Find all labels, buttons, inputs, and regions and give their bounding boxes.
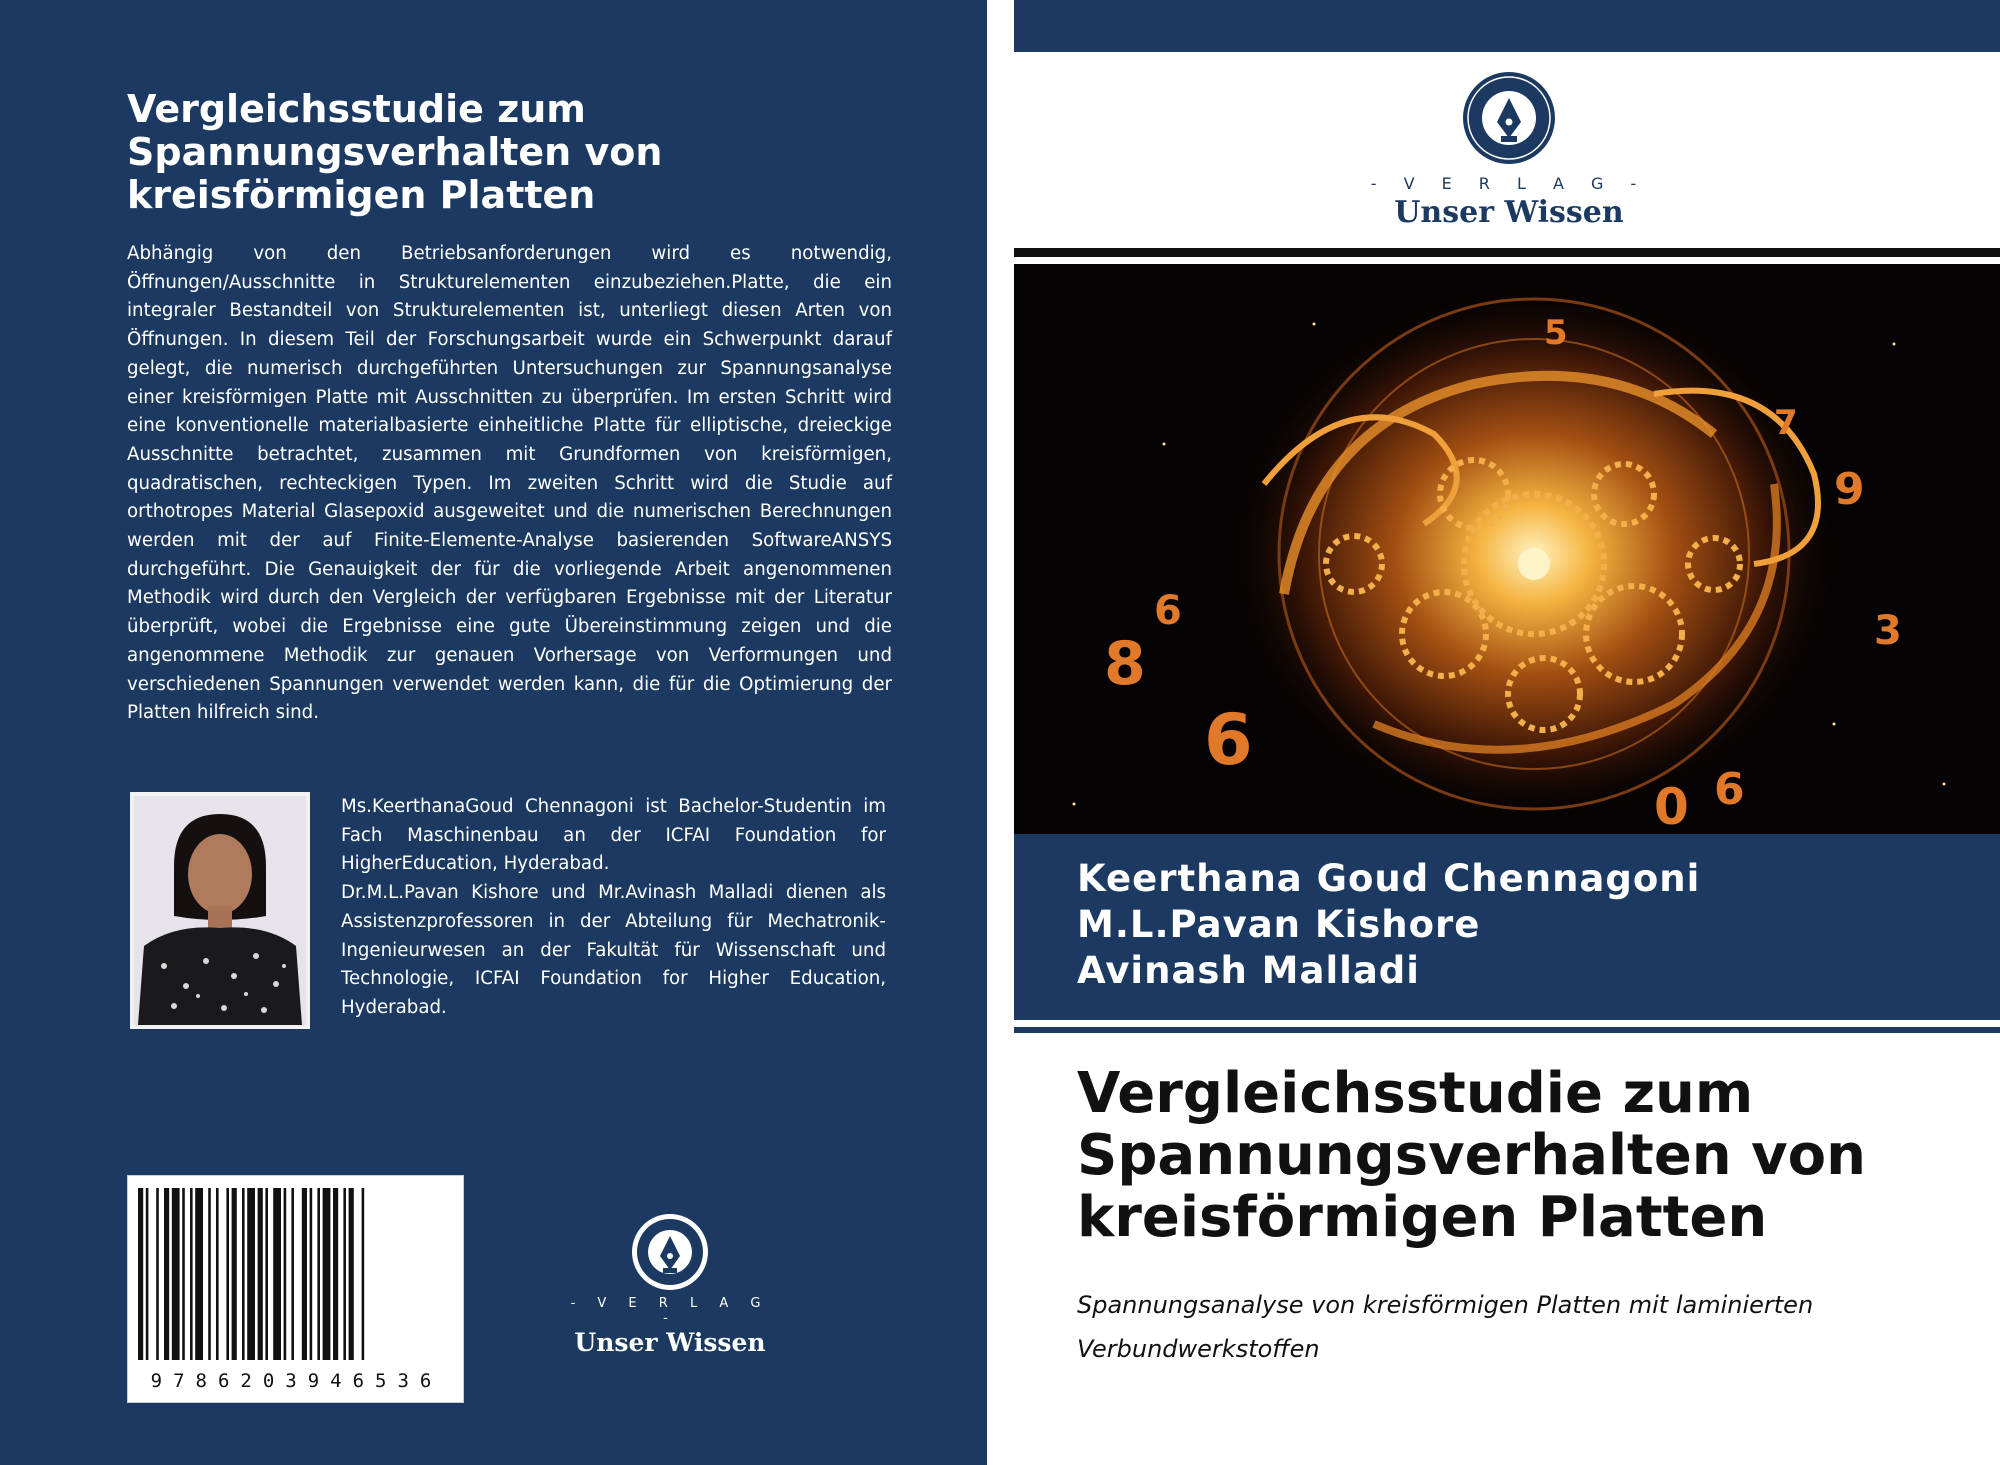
front-subtitle: Spannungsanalyse von kreisförmigen Platten mit laminierten Verbundwerkstoffen: [1077, 1291, 1814, 1363]
bio-paragraph-2: Dr.M.L.Pavan Kishore und Mr.Avinash Malladi dienen als Assistenzprofessoren in der Abteilung für Mechatronik-Ingenieurwesen an der Fakultät für Wissenschaft und Technologie, ICFAI Foundation for Higher Education, Hyderabad.: [341, 882, 886, 1018]
publisher-name: Unser Wissen: [574, 1328, 766, 1357]
barcode-digits: 9786203946536: [150, 1370, 443, 1392]
publisher-name: Unser Wissen: [1394, 195, 1624, 230]
publisher-logo-back: [560, 1212, 780, 1357]
svg-text:5: 5: [1544, 313, 1568, 353]
svg-text:3: 3: [1874, 608, 1902, 654]
author-photo: [130, 792, 310, 1029]
publisher-verlag-label: - V E R L A G -: [1370, 174, 1648, 193]
author-name-1: Keerthana Goud Chennagoni: [1077, 857, 1701, 900]
spine: [987, 0, 1014, 1465]
pen-nib-seal-icon: [630, 1212, 710, 1292]
barcode-bars: [138, 1188, 455, 1360]
top-band: [1014, 0, 2000, 52]
svg-text:6: 6: [1154, 588, 1182, 634]
barcode: [127, 1175, 464, 1403]
author-name-2: M.L.Pavan Kishore: [1077, 903, 1481, 946]
publisher-logo-front: [1369, 70, 1649, 230]
front-title: Vergleichsstudie zum Spannungsverhalten von kreisförmigen Platten: [1077, 1061, 1867, 1250]
gears-artwork: [1014, 264, 2000, 834]
back-blurb: Abhängig von den Betriebsanforderungen wird es notwendig, Öffnungen/Ausschnitte in Strukturelementen einzubeziehen.Platte, die ein integraler Bestandteil von Strukturelementen ist, unterliegt diesen Arten von Öffnungen. In diesem Teil der Forschungsarbeit wurde ein Schwerpunkt darauf gelegt, die numerisch durchgeführten Untersuchungen zur Spannungsanalyse einer kreisförmigen Platte mit Ausschnitten zu überprüfen. Im ersten Schritt wird eine konventionelle materialbasierte einheitliche Platte für elliptische, dreieckige Ausschnitte betrachtet, zusammen mit Grundformen von kreisförmigen, quadratischen, rechteckigen Typen. Im zweiten Schritt wird die Studie auf orthotropes Material Glasepoxid ausgeweitet und die numerischen Berechnungen werden mit der auf Finite-Elemente-Analyse basierenden SoftwareANSYS durchgeführt. Die Genauigkeit der für die vorliegende Arbeit angenommenen Methodik wird durch den Vergleich der verfügbaren Ergebnisse mit der Literatur überprüft, wobei die Ergebnisse eine gute Übereinstimmung zeigen und die angenommene Methodik zur genauen Vorhersage von Verformungen und verschiedenen Spannungen verwendet werden kann, die für die Optimierung der Platten hilfreich sind.: [127, 243, 892, 724]
back-title: Vergleichsstudie zum Spannungsverhalten von kreisförmigen Platten: [127, 87, 663, 217]
pen-nib-seal-icon: [1461, 70, 1557, 166]
svg-text:0: 0: [1654, 778, 1689, 834]
back-cover: [0, 0, 987, 1465]
author-bio: [341, 793, 886, 1023]
svg-text:8: 8: [1104, 629, 1146, 699]
svg-text:9: 9: [1834, 464, 1865, 515]
author-list: [1077, 856, 1700, 994]
bio-paragraph-1: Ms.KeerthanaGoud Chennagoni ist Bachelor-Studentin im Fach Maschinenbau an der ICFAI Foundation for HigherEducation, Hyderabad.: [341, 796, 886, 875]
svg-text:6: 6: [1714, 764, 1745, 815]
publisher-verlag-label: - V E R L A G -: [570, 1296, 770, 1326]
svg-text:7: 7: [1774, 403, 1798, 443]
front-cover: [1014, 0, 2000, 1465]
svg-text:6: 6: [1204, 699, 1253, 781]
divider-rule: [1014, 248, 2000, 257]
divider-rule-thin: [1014, 1027, 2000, 1033]
author-name-3: Avinash Malladi: [1077, 949, 1420, 992]
